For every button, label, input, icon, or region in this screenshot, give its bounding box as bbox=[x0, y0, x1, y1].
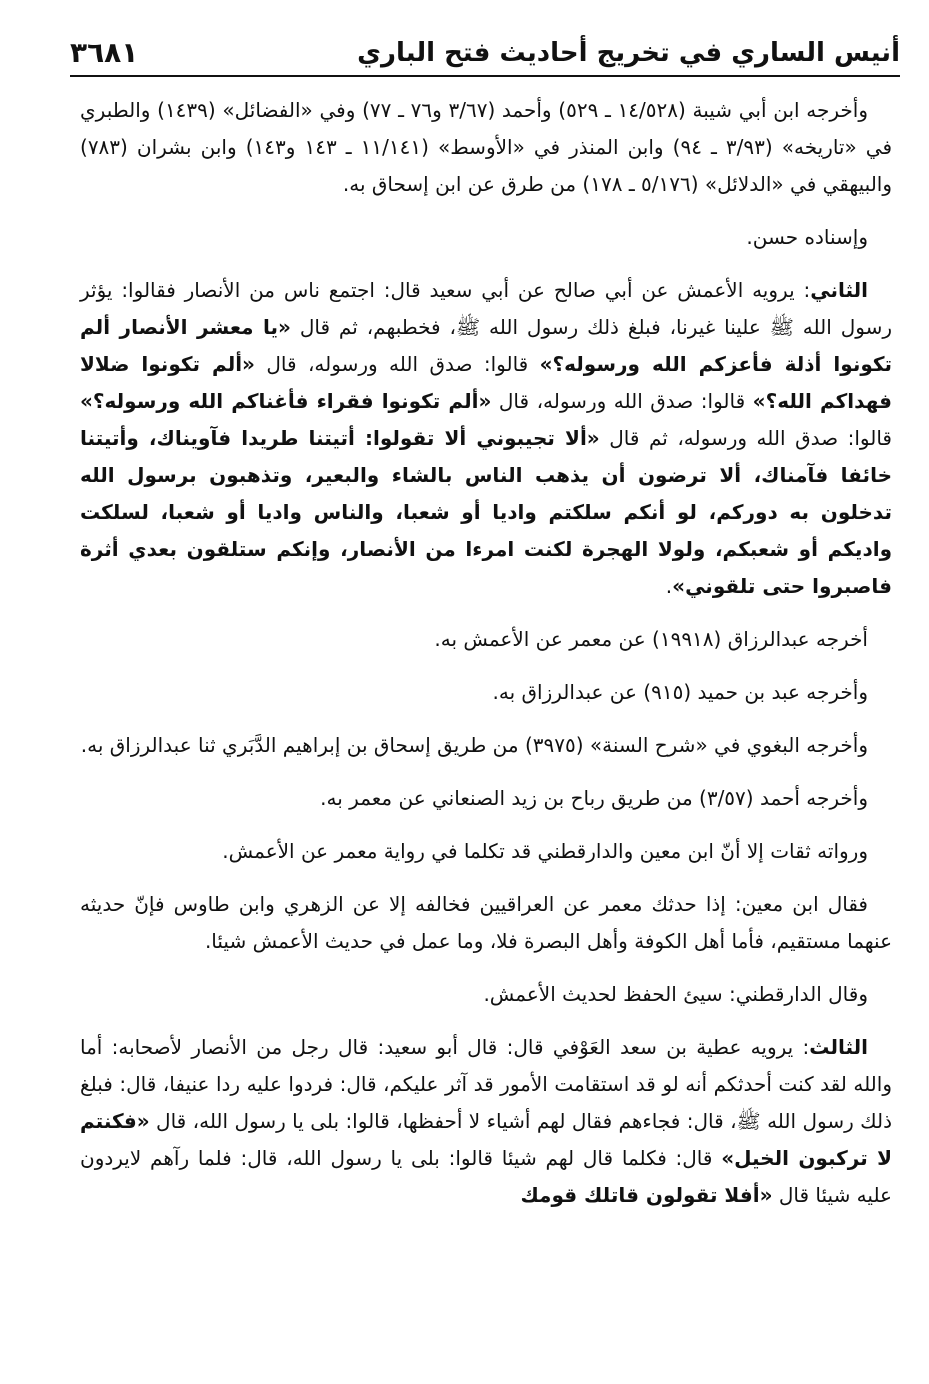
running-header bbox=[70, 34, 900, 74]
page-number: ٣٦٨١ bbox=[70, 36, 139, 69]
hadith-quote: «ألا تجيبوني ألا تقولوا: أتيتنا طريدا فآويناك، وأتيتنا خائفا فآمناك، ألا ترضون أن يذهب الناس بالشاء والبعير، وتذهبون برسول الله تدخلون به دوركم، لو أنكم سلكتم واديا أو شعبا، والناس واديا أو شعبا، لسلكت واديكم أو شعبكم، ولولا الهجرة لكنت امرءا من الأنصار، وإنكم ستلقون بعدي أثرة فاصبروا حتى تلقوني» bbox=[80, 426, 892, 598]
header-rule bbox=[70, 75, 900, 77]
text-segment: : يرويه عطية بن سعد العَوْفي قال: قال أبو سعيد: قال رجل من الأنصار لأصحابه: أما والله لقد كنت أحدثكم أنه لو قد استقامت الأمور قد آثر عليكم، قال: فردوا عليه ردا عنيفا، قال: فبلغ ذلك رسول الله ﷺ، قال: فجاءهم فقال لهم أشياء لا أحفظها، قالوا: بلى يا رسول الله، قال bbox=[80, 1035, 892, 1133]
section-heading-third: الثالث bbox=[809, 1035, 868, 1059]
paragraph-second-route bbox=[80, 272, 892, 605]
text-segment: قال: فكلما قال لهم شيئا قالوا: بلى يا رسول الله، قال: فلما رآهم لايردون عليه شيئا قال bbox=[80, 1146, 892, 1207]
paragraph-abd-ibn-humaid bbox=[80, 674, 892, 711]
text-segment: وأخرجه عبد بن حميد (٩١٥) عن عبدالرزاق به. bbox=[492, 680, 868, 704]
text-segment: وإسناده حسن. bbox=[746, 225, 868, 249]
text-segment: . bbox=[665, 574, 673, 598]
hadith-quote: «ألم تكونوا فقراء فأغناكم الله ورسوله؟» bbox=[80, 389, 492, 413]
text-segment: وأخرجه ابن أبي شيبة (١٤/٥٢٨ ـ ٥٢٩) وأحمد (٣/٦٧ و٧٦ ـ ٧٧) وفي «الفضائل» (١٤٣٩) والطبري في «تاريخه» (٣/٩٣ ـ ٩٤) وابن المنذر في «الأوسط» (١١/١٤١ ـ ١٤٣ و١٤٣) وابن بشران (٧٨٣) والبيهقي في «الدلائل» (٥/١٧٦ ـ ١٧٨) من طرق عن ابن إسحاق به. bbox=[80, 98, 893, 196]
text-segment: وأخرجه البغوي في «شرح السنة» (٣٩٧٥) من طريق إسحاق بن إبراهيم الدَّبَري ثنا عبدالرزاق به. bbox=[80, 733, 868, 757]
page-body bbox=[80, 92, 892, 1228]
text-segment: أخرجه عبدالرزاق (١٩٩١٨) عن معمر عن الأعمش به. bbox=[434, 627, 868, 651]
paragraph-isnad-grade bbox=[80, 219, 892, 256]
running-title: أنيس الساري في تخريج أحاديث فتح الباري bbox=[357, 38, 900, 68]
text-segment: قالوا: صدق الله ورسوله، قال bbox=[491, 389, 753, 413]
text-segment: : يرويه الأعمش عن أبي صالح عن أبي سعيد قال: اجتمع ناس من الأنصار فقالوا: يؤثر رسول الله ﷺ علينا غيرنا، فبلغ ذلك رسول الله ﷺ، فخطبهم، ثم قال bbox=[80, 278, 892, 339]
hadith-quote: «ألم تكونوا ضلالا فهداكم الله؟» bbox=[80, 352, 892, 413]
paragraph-takhrij-ibn-ishaq bbox=[80, 92, 892, 203]
hadith-quote: «يا معشر الأنصار ألم تكونوا أذلة فأعزكم الله ورسوله؟» bbox=[80, 315, 893, 376]
section-heading-second: الثاني bbox=[810, 278, 868, 302]
text-segment: قالوا: صدق الله ورسوله، قال bbox=[254, 352, 540, 376]
paragraph-baghawi bbox=[80, 727, 892, 764]
paragraph-ahmad bbox=[80, 780, 892, 817]
paragraph-ibn-maeen bbox=[80, 886, 892, 960]
paragraph-third-route bbox=[80, 1029, 892, 1214]
text-segment: قالوا: صدق الله ورسوله، ثم قال bbox=[599, 426, 892, 450]
hadith-quote: «فكنتم لا تركبون الخيل» bbox=[80, 1109, 892, 1170]
paragraph-narrators bbox=[80, 833, 892, 870]
text-segment: وأخرجه أحمد (٣/٥٧) من طريق رباح بن زيد الصنعاني عن معمر به. bbox=[320, 786, 868, 810]
text-segment: ورواته ثقات إلا أنّ ابن معين والدارقطني قد تكلما في رواية معمر عن الأعمش. bbox=[222, 839, 868, 863]
paragraph-daraqutni bbox=[80, 976, 892, 1013]
hadith-quote: «أفلا تقولون قاتلك قومك bbox=[520, 1183, 773, 1207]
text-segment: وقال الدارقطني: سيئ الحفظ لحديث الأعمش. bbox=[483, 982, 868, 1006]
paragraph-abdurrazzaq bbox=[80, 621, 892, 658]
text-segment: فقال ابن معين: إذا حدثك معمر عن العراقيين فخالفه إلا عن الزهري وابن طاوس فإنّ حديثه عنهما مستقيم، فأما أهل الكوفة وأهل البصرة فلا، وما عمل في حديث الأعمش شيئا. bbox=[80, 892, 892, 953]
